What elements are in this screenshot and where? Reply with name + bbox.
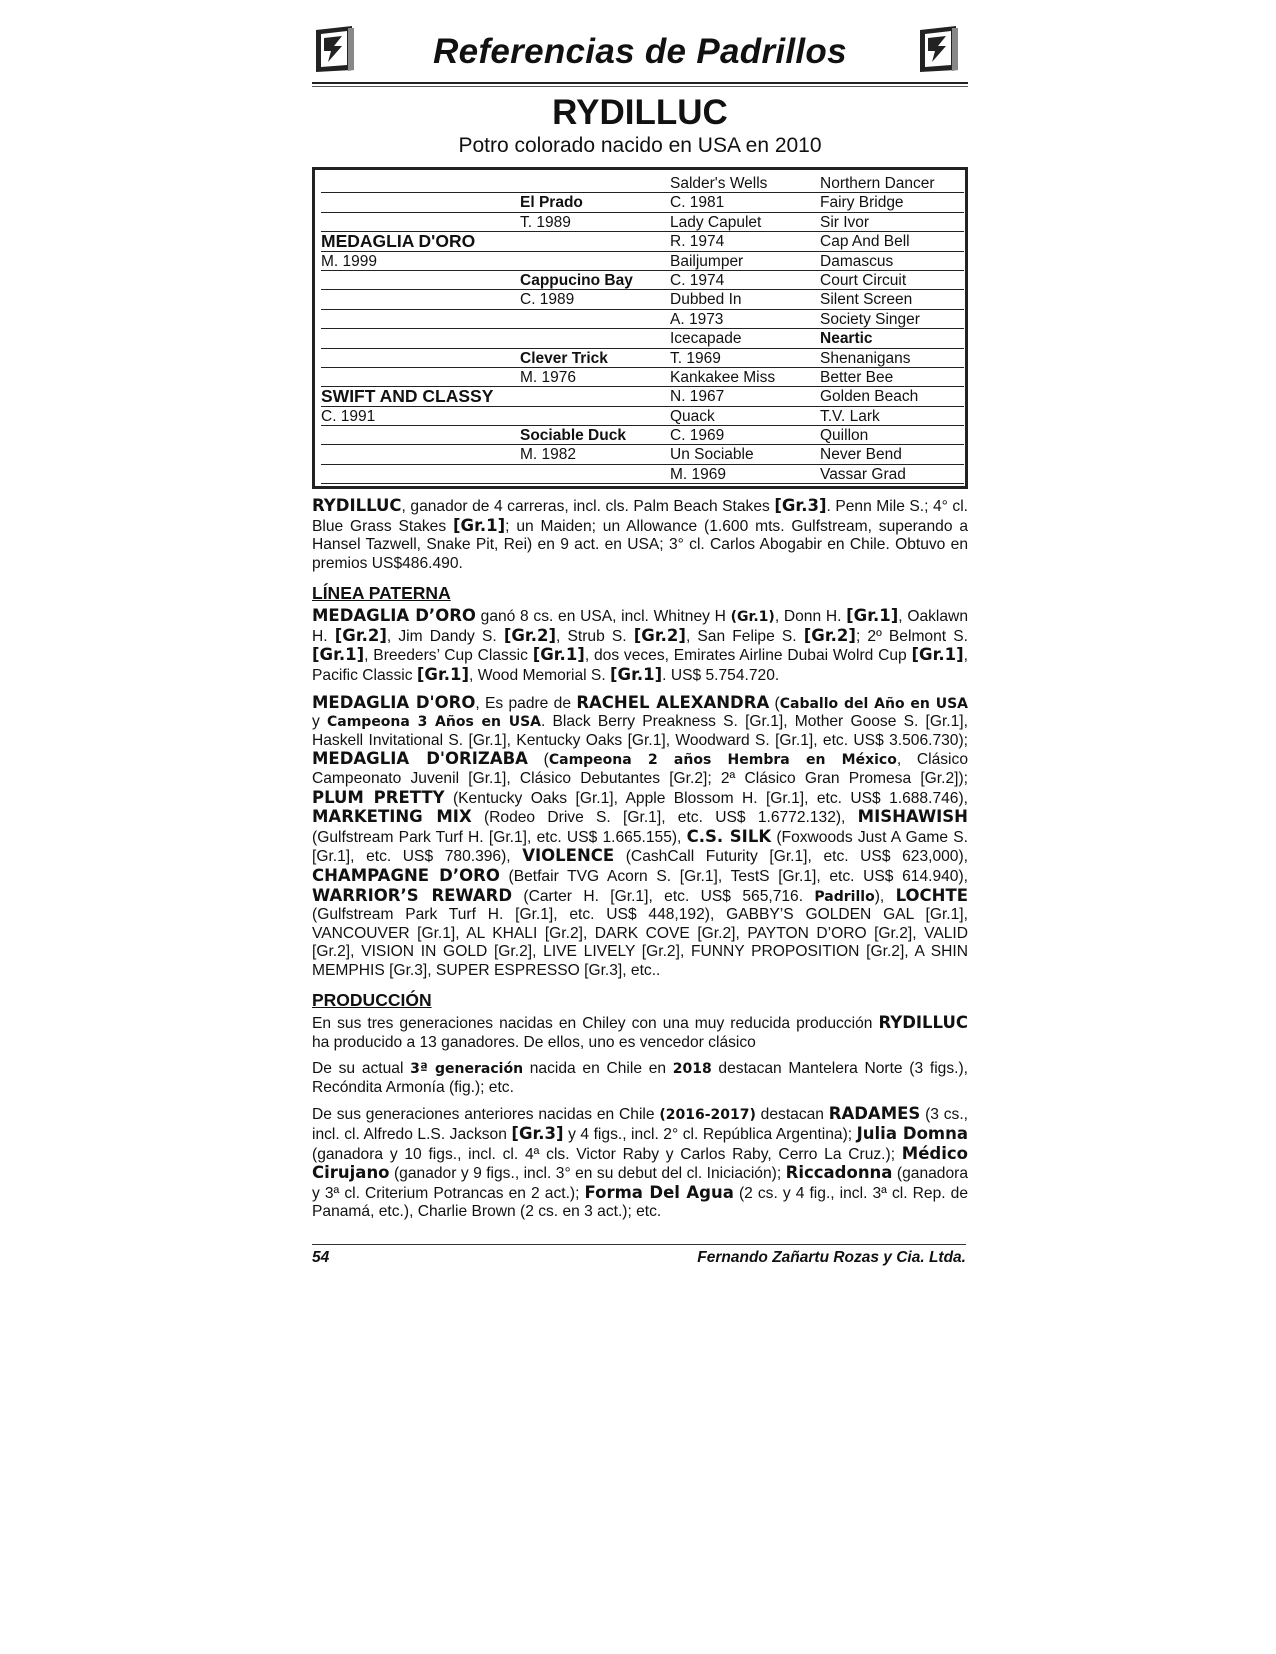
page-header [312, 20, 968, 84]
text-bold: Caballo del Año en USA [779, 695, 968, 712]
pedigree-cell [321, 271, 520, 290]
pedigree-cell [321, 213, 520, 232]
horse-name-inline: Julia Domna [856, 1124, 968, 1144]
text-bold: (Gr.1) [730, 609, 775, 626]
text: [Gr.1] [769, 848, 808, 866]
text: , ganador de 4 carreras, incl. cls. Palm Beach Stakes [401, 498, 775, 516]
produccion-paragraph-2 [312, 1060, 968, 1097]
grade: [Gr.1] [452, 515, 506, 535]
text: , [963, 906, 968, 924]
pedigree-cell: Court Circuit [820, 271, 964, 290]
text-bold: VIOLENCE [522, 846, 615, 866]
text-bold: [Gr.1] [911, 645, 964, 665]
text: [Gr.1] [765, 789, 805, 807]
text: , Clásico Campeonato Juvenil [312, 751, 968, 787]
pedigree-cell: Quillon [820, 426, 964, 445]
pedigree-cell: Salder's Wells [670, 174, 820, 193]
section-heading-produccion: PRODUCCIÓN [312, 989, 432, 1010]
text: [Gr.1] [778, 867, 817, 885]
text-bold: MARKETING MIX [312, 807, 472, 827]
text: , etc. US$ 1.688.746), [804, 789, 968, 807]
text: PAYTON D’ORO [Gr.2] [747, 924, 913, 942]
text: VALID [Gr.2] [312, 924, 968, 961]
text: y [312, 713, 327, 731]
publisher: Fernando Zañartu Rozas y Cia. Ltda. [697, 1249, 966, 1266]
text: . Black Berry Preakness S. [541, 713, 746, 731]
text: De su actual [312, 1060, 411, 1078]
horse-subtitle: Potro colorado nacido en USA en 2010 [458, 134, 822, 157]
text: [Gr.1] [312, 848, 351, 866]
text: , etc. US$ 1.665.155), [527, 828, 687, 846]
text: [Gr.1] [515, 906, 554, 924]
pedigree-row [321, 310, 965, 329]
header-divider [312, 86, 968, 87]
text: , Donn H. [774, 608, 847, 626]
pedigree-row [321, 368, 965, 387]
pedigree-cell [520, 407, 670, 426]
text: , etc.. [622, 961, 661, 979]
text: [Gr.1] [468, 769, 507, 787]
text: De sus generaciones anteriores nacidas en Chile [312, 1106, 660, 1124]
text: , Es padre de [475, 694, 577, 712]
pedigree-cell: M. 1969 [670, 465, 820, 484]
text: (Foxwoods Just A Game S. [771, 828, 968, 846]
pedigree-cell: Quack [670, 407, 820, 426]
text-bold: [Gr.1] [610, 665, 663, 684]
text: , Kentucky Oaks [506, 731, 628, 749]
pedigree-cell: Shenanigans [820, 349, 964, 368]
pedigree-row [321, 290, 965, 309]
text: (Gulfstream Park Turf H. [312, 906, 516, 924]
text: , [904, 943, 915, 961]
text: , etc. US$ 565,716. [648, 887, 815, 905]
horse-name-inline: Médico Cirujano [312, 1143, 968, 1183]
text: (Carter H. [512, 887, 611, 905]
produccion-paragraph-1 [312, 1014, 968, 1052]
page-title: Referencias de Padrillos [433, 32, 847, 71]
text: destacan Mantelera Norte (3 figs.), Recóndita Armonía (fig.); etc. [312, 1060, 968, 1096]
pedigree-cell [520, 252, 670, 271]
text: , Haskell Invitational S. [312, 713, 968, 749]
text: , [455, 924, 467, 942]
pedigree-cell: Damascus [820, 252, 964, 271]
text-bold: MEDAGLIA D’ORO [312, 606, 476, 626]
produccion-paragraph-3 [312, 1105, 968, 1222]
text: , Jim Dandy S. [386, 627, 504, 645]
pedigree-row [321, 387, 965, 406]
text: , Wood Memorial S. [469, 667, 610, 684]
text: (3 cs., incl. cl. Alfredo L.S. Jackson [312, 1106, 968, 1144]
section-heading-linea: LÍNEA PATERNA [312, 582, 451, 603]
pedigree-cell: C. 1974 [670, 271, 820, 290]
text: , [912, 924, 925, 942]
text-bold: [Gr.2] [633, 625, 686, 645]
pedigree-cell [321, 290, 520, 309]
text: [Gr.1] [745, 713, 784, 731]
text: En sus tres generaciones nacidas en Chiley con una muy reducida producción [312, 1015, 879, 1033]
pedigree-row [321, 426, 965, 445]
text: ), [874, 887, 896, 905]
text-bold: WARRIOR’S REWARD [312, 885, 513, 905]
text-bold: PLUM PRETTY [312, 787, 445, 807]
text: , etc. US$ 448,192), [553, 906, 727, 924]
text: . Penn Mile S.; 4° cl. Blue Grass Stakes [312, 498, 968, 535]
pedigree-cell [321, 426, 520, 445]
pedigree-cell: Sociable Duck [520, 426, 670, 445]
text-bold: MISHAWISH [857, 807, 968, 827]
text: [Gr.1] [679, 867, 718, 885]
pedigree-cell [321, 349, 520, 368]
pedigree-cell [520, 329, 670, 348]
pedigree-cell [321, 368, 520, 387]
text: ganó 8 cs. en USA, incl. Whitney H [475, 608, 731, 626]
text: (ganadora y 3ª cl. Criterium Potrancas en 2 act.); [312, 1165, 968, 1202]
pedigree-cell [520, 310, 670, 329]
pedigree-cell: T.V. Lark [820, 407, 964, 426]
text: VANCOUVER [Gr.1] [312, 924, 456, 942]
text-bold: RACHEL ALEXANDRA [576, 692, 770, 712]
text: , [735, 924, 748, 942]
text: [Gr.2] [920, 769, 959, 787]
text: , Woodward S. [665, 731, 776, 749]
pedigree-row [321, 407, 965, 426]
text: , [532, 943, 544, 961]
pedigree-cell: T. 1969 [670, 349, 820, 368]
pedigree-cell [321, 329, 520, 348]
text: , TestS [717, 867, 779, 885]
horse-head-logo-icon [916, 24, 960, 74]
text: ; 2º Belmont S. [855, 627, 968, 645]
linea-paragraph-2 [312, 694, 968, 981]
pedigree-cell: Vassar Grad [820, 465, 964, 484]
text-bold: 3ª generación [410, 1061, 524, 1078]
text: , Clásico Debutantes [506, 769, 670, 787]
text: [Gr.1] [623, 809, 662, 827]
page-footer [312, 1244, 966, 1267]
text-bold: [Gr.2] [503, 625, 557, 645]
text: GABBY’S GOLDEN GAL [Gr.1] [726, 906, 964, 924]
text: (Rodeo Drive S. [471, 809, 624, 827]
pedigree-cell: C. 1969 [670, 426, 820, 445]
text-bold: [Gr.2] [803, 625, 856, 645]
text: , [427, 961, 436, 979]
text: [Gr.1] [610, 887, 649, 905]
pedigree-cell: R. 1974 [670, 232, 820, 251]
pedigree-cell: T. 1989 [520, 213, 670, 232]
pedigree-cell [520, 387, 670, 406]
text: (ganador y 9 figs., incl. 3° en su debut del cl. Iniciación); [389, 1165, 786, 1183]
text-bold: Campeona 2 años Hembra en México [548, 752, 897, 769]
horse-name-inline: RYDILLUC [312, 496, 402, 516]
pedigree-cell: C. 1981 [670, 193, 820, 212]
pedigree-cell: MEDAGLIA D'ORO [321, 232, 520, 251]
text-bold: [Gr.1] [312, 645, 365, 665]
pedigree-cell: Cappucino Bay [520, 271, 670, 290]
pedigree-cell: Sir Ivor [820, 213, 964, 232]
text: (Betfair TVG Acorn S. [499, 867, 680, 885]
text: (ganadora y 10 figs., incl. cl. 4ª cls. Victor Raby y Carlos Raby, Cerro La Cruz.); [312, 1145, 902, 1163]
text: [Gr.1] [925, 713, 964, 731]
text: (2 cs. y 4 fig., incl. 3ª cl. Rep. de Panamá, etc.), Charlie Brown (2 cs. en 3 act.); etc. [312, 1184, 968, 1221]
text: LIVE LIVELY [Gr.2] [543, 943, 680, 961]
pedigree-row [321, 193, 965, 212]
pedigree-cell: Never Bend [820, 445, 964, 464]
pedigree-cell: Better Bee [820, 368, 964, 387]
pedigree-cell [520, 465, 670, 484]
horse-name: RYDILLUC [552, 93, 728, 132]
text: , Apple Blossom H. [613, 789, 766, 807]
pedigree-row [321, 349, 965, 368]
pedigree-cell [520, 174, 670, 193]
text: ); [958, 769, 968, 787]
text: . US$ 5.754.720. [662, 667, 780, 684]
grade: [Gr.3] [774, 496, 827, 516]
pedigree-cell: Cap And Bell [820, 232, 964, 251]
pedigree-row [321, 252, 965, 271]
text: [Gr.1] [775, 731, 814, 749]
text-bold: Padrillo [814, 888, 875, 905]
pedigree-row [321, 445, 965, 464]
pedigree-row [321, 329, 965, 348]
text: ha producido a 13 ganadores. De ellos, uno es vencedor clásico [312, 1033, 756, 1051]
text: , etc. US$ 3.506.730); [813, 731, 968, 749]
text: ( [769, 694, 780, 712]
text: , etc. US$ 1.6772.132), [661, 809, 858, 827]
text: , [350, 943, 362, 961]
text: ; un Maiden; un Allowance (1.600 mts. Gulfstream, superando a Hansel Tazwell, Snake Pit, Rei) en 9 act. en USA; 3° cl. Carlos Abogabir en Chile. Obtuvo en premios US$486.490. [312, 517, 969, 573]
horse-name-inline: RADAMES [828, 1104, 921, 1124]
pedigree-cell: Bailjumper [670, 252, 820, 271]
text: SUPER ESPRESSO [Gr.3] [435, 961, 623, 979]
text-bold: [Gr.1] [532, 645, 585, 665]
pedigree-cell [321, 465, 520, 484]
text-bold: Campeona 3 Años en USA [326, 714, 541, 731]
text-bold: [Gr.1] [416, 665, 470, 684]
pedigree-cell: C. 1989 [520, 290, 670, 309]
pedigree-cell: Golden Beach [820, 387, 964, 406]
text: [Gr.1] [627, 731, 666, 749]
pedigree-cell: SWIFT AND CLASSY [321, 387, 520, 406]
text: , etc. US$ 614.940), [816, 867, 968, 885]
linea-paragraph-1 [312, 607, 968, 685]
text: , Oaklawn H. [312, 608, 968, 645]
text: nacida en Chile en [523, 1060, 673, 1078]
text: [Gr.1] [468, 731, 507, 749]
text: (Kentucky Oaks [444, 789, 576, 807]
text: FUNNY PROPOSITION [Gr.2] [691, 943, 905, 961]
pedigree-cell: Clever Trick [520, 349, 670, 368]
page [312, 20, 968, 1230]
intro-paragraph [312, 497, 968, 573]
pedigree-cell [520, 232, 670, 251]
description [312, 497, 968, 1222]
text: , Mother Goose S. [783, 713, 926, 731]
text: [Gr.1] [575, 789, 614, 807]
text: DARK COVE [Gr.2] [594, 924, 736, 942]
pedigree-cell [321, 310, 520, 329]
text-bold: [Gr.2] [334, 625, 387, 645]
text: , San Felipe S. [685, 627, 804, 645]
text: [Gr.1] [488, 828, 528, 846]
pedigree-cell: Society Singer [820, 310, 964, 329]
pedigree-cell: Un Sociable [670, 445, 820, 464]
pedigree-cell: M. 1999 [321, 252, 520, 271]
text: y 4 figs., incl. 2° cl. República Argentina); [563, 1126, 857, 1144]
pedigree-cell: A. 1973 [670, 310, 820, 329]
text: AL KHALI [Gr.2] [466, 924, 583, 942]
text-bold: C.S. SILK [686, 826, 772, 846]
text-bold: LOCHTE [895, 885, 969, 905]
text-bold: MEDAGLIA D'ORO [312, 692, 476, 712]
pedigree-row [321, 174, 965, 193]
text: , dos veces, Emirates Airline Dubai Wolrd Cup [584, 647, 912, 665]
text-bold: [Gr.1] [846, 606, 899, 626]
text: , Strub S. [556, 627, 634, 645]
pedigree-cell: El Prado [520, 193, 670, 212]
pedigree-cell [321, 174, 520, 193]
text: , Pacific Classic [312, 647, 969, 684]
pedigree-cell [321, 193, 520, 212]
pedigree-cell: Neartic [820, 329, 964, 348]
horse-name-inline: Forma Del Agua [584, 1182, 734, 1202]
text-bold: MEDAGLIA D'ORIZABA [312, 749, 528, 769]
pedigree-cell [321, 445, 520, 464]
page-number: 54 [312, 1249, 330, 1266]
horse-name-inline: Riccadonna [785, 1163, 893, 1183]
text: ( [527, 751, 549, 769]
text: ; 2ª Clásico Gran Promesa [707, 769, 921, 787]
pedigree-row [321, 232, 965, 251]
text: , etc. US$ 780.396), [350, 848, 523, 866]
pedigree-cell: Lady Capulet [670, 213, 820, 232]
text: VISION IN GOLD [Gr.2] [361, 943, 533, 961]
horse-name-inline: RYDILLUC [878, 1013, 968, 1033]
text: , Breeders’ Cup Classic [364, 647, 533, 665]
pedigree-cell: M. 1982 [520, 445, 670, 464]
grade: [Gr.3] [511, 1124, 564, 1144]
text-bold: CHAMPAGNE D’ORO [312, 865, 500, 885]
pedigree-cell: Fairy Bridge [820, 193, 964, 212]
pedigree-row [321, 465, 965, 484]
pedigree-cell: C. 1991 [321, 407, 520, 426]
text: destacan [755, 1106, 829, 1124]
text: , etc. US$ 623,000), [807, 848, 968, 866]
pedigree-cell: Northern Dancer [820, 174, 964, 193]
text: A SHIN MEMPHIS [Gr.3] [312, 943, 968, 979]
text-bold: 2018 [672, 1061, 712, 1078]
text: (CashCall Futurity [614, 848, 770, 866]
text-bold: (2016-2017) [659, 1107, 756, 1124]
text: (Gulfstream Park Turf H. [312, 828, 489, 846]
pedigree-cell: N. 1967 [670, 387, 820, 406]
pedigree-cell: Dubbed In [670, 290, 820, 309]
pedigree-cell: M. 1976 [520, 368, 670, 387]
text: , [679, 943, 691, 961]
pedigree-row [321, 271, 965, 290]
pedigree-table [312, 167, 968, 489]
pedigree-row [321, 213, 965, 232]
pedigree-cell: Silent Screen [820, 290, 964, 309]
pedigree-cell: Icecapade [670, 329, 820, 348]
text: , [582, 924, 595, 942]
pedigree-cell: Kankakee Miss [670, 368, 820, 387]
text: [Gr.2] [669, 769, 708, 787]
